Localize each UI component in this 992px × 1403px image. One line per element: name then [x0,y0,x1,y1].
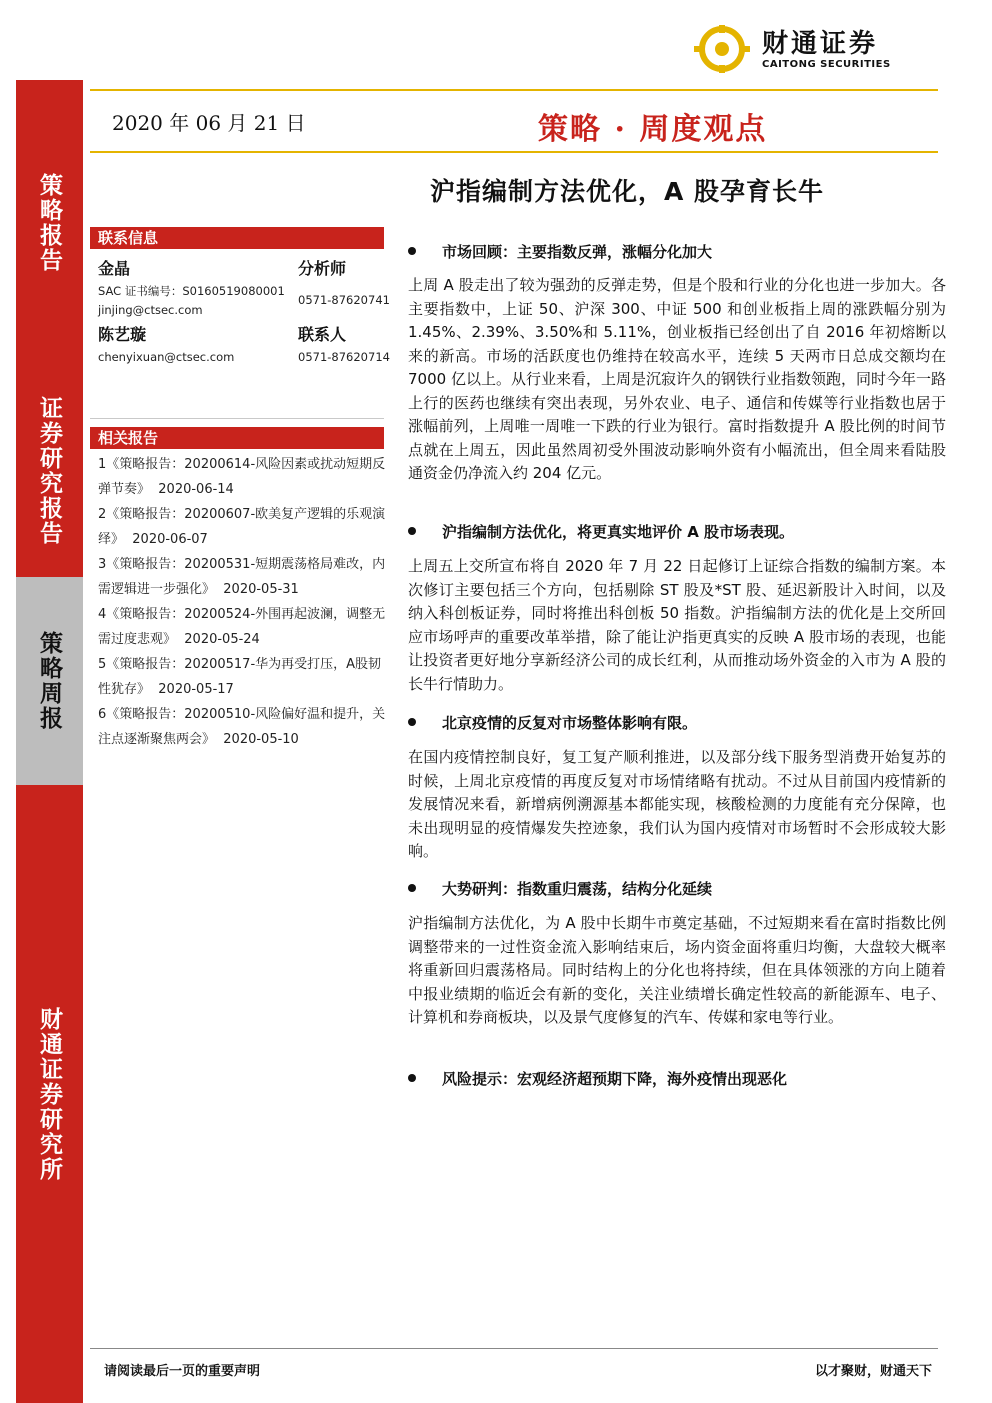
footer-disclaimer-note: 请阅读最后一页的重要声明 [104,1364,261,1379]
bullet-icon [408,527,416,535]
side-label-strategy-report [16,80,83,365]
related-report-item[interactable]: 6《策略报告：20200510-风险偏好温和提升，关注点逐渐聚焦两会》 2020-05-10 [98,707,386,747]
section-heading-market-review: 市场回顾：主要指数反弹，涨幅分化加大 [408,241,712,262]
side-label-text: 策略周报 [36,631,63,731]
section-text-beijing-epidemic: 在国内疫情控制良好，复工复产顺利推进，以及部分线下服务型消费开始复苏的时候，上周北京疫情的再度反复对市场情绪略有扰动。不过从目前国内疫情新的发展情况来看，新增病例溯源基本都能实现，核酸检测的力度能有充分保障，也未出现明显的疫情爆发失控迹象，我们认为国内疫情对市场暂时不会形成较大影响。 [408,748,946,860]
logo-name-en: CAITONG SECURITIES [762,58,891,70]
related-section-title: 相关报告 [90,427,384,449]
section-text-index-method: 上周五上交所宣布将自 2020 年 7 月 22 日起修订上证综合指数的编制方案。本次修订主要包括三个方向，包括剔除 ST 股及*ST 股、延迟新股计入时间，以及纳入科创板证券，同时将推出科创板 50 指数。沪指编制方法的优化是上交所回应市场呼声的重要改革举措，除了能让沪指更真实的反映 A 股市场的表现，也能让投资者更好地分享新经济公司的成长红利，从而推动场外资金的入市为 A 股的长牛行情助力。 [408,557,946,693]
analyst-email[interactable]: jinjing@ctsec.com [98,303,203,317]
header-bottom-rule [90,151,938,153]
contact-name: 陈艺璇 [98,325,147,344]
logo-name-cn: 财通证券 [762,28,879,59]
contact-phone: 0571-87620714 [298,350,390,364]
footer-rule [90,1348,938,1349]
contact-role: 联系人 [298,325,347,344]
header-top-rule [90,89,938,91]
analyst-role: 分析师 [298,259,347,278]
related-report-list [98,452,388,752]
analyst-phone: 0571-87620741 [298,293,390,307]
section-heading-trend-outlook: 大势研判：指数重归震荡，结构分化延续 [408,878,712,899]
side-label-institute [16,785,83,1403]
bullet-icon [408,884,416,892]
side-label-text: 财通证券研究所 [36,1006,63,1182]
side-label-text: 策略报告 [36,172,63,273]
report-date: 2020 年 06 月 21 日 [112,111,306,135]
side-label-weekly [16,577,83,785]
logo-emblem-icon [692,25,752,73]
section-heading-risk-warning: 风险提示：宏观经济超预期下降，海外疫情出现恶化 [408,1068,787,1089]
related-report-item[interactable]: 2《策略报告：20200607-欧美复产逻辑的乐观演绎》 2020-06-07 [98,507,386,547]
report-title: 沪指编制方法优化，A 股孕育长牛 [430,177,825,206]
related-report-item[interactable]: 4《策略报告：20200524-外围再起波澜，调整无需过度悲观》 2020-05-24 [98,607,386,647]
related-report-item[interactable]: 3《策略报告：20200531-短期震荡格局难改，内需逻辑进一步强化》 2020-05-31 [98,557,386,597]
section-text-market-review: 上周 A 股走出了较为强劲的反弹走势，但是个股和行业的分化也进一步加大。各主要指数中，上证 50、沪深 300、中证 500 和创业板指上周的涨跌幅分别为 1.45%、2.39%、3.50%和 5.11%，创业板指已经创出了自 2016 年初熔断以来的新高。市场的活跃度也仍维持在较高水平，连续 5 天两市日总成交额均在 7000 亿以上。从行业来看，上周是沉寂许久的钢铁行业指数领跑，同时今年一路上行的医药也继续有突出表现，另外农业、电子、通信和传媒等行业指数也居于涨幅前列，上周唯一周唯一下跌的行业为银行。富时指数提升 A 股比例的时间节点就在上周五，因此虽然周初受外围波动影响外资有小幅流出，但全周来看陆股通资金仍净流入约 204 亿元。 [408,276,946,482]
report-series: 策略 · 周度观点 [538,112,768,147]
divider [90,418,384,419]
bullet-icon [408,1074,416,1082]
bullet-icon [408,247,416,255]
analyst-name: 金晶 [98,259,131,278]
side-label-text: 证券研究报告 [36,396,63,546]
related-report-item[interactable]: 1《策略报告：20200614-风险因素或扰动短期反弹节奏》 2020-06-14 [98,457,386,497]
contact-section-title: 联系信息 [90,227,384,249]
section-text-trend-outlook: 沪指编制方法优化，为 A 股中长期牛市奠定基础，不过短期来看在富时指数比例调整带来的一过性资金流入影响结束后，场内资金面将重归均衡，大盘较大概率将重新回归震荡格局。同时结构上的分化也将持续，但在具体领涨的方向上随着中报业绩期的临近会有新的变化，关注业绩增长确定性较高的新能源车、电子、计算机和券商板块，以及景气度修复的汽车、传媒和家电等行业。 [408,914,946,1026]
related-report-item[interactable]: 5《策略报告：20200517-华为再受打压，A股韧性犹存》 2020-05-17 [98,657,382,697]
footer-slogan: 以才聚财，财通天下 [814,1364,932,1379]
section-heading-beijing-epidemic: 北京疫情的反复对市场整体影响有限。 [408,712,697,733]
company-logo [692,25,891,73]
side-label-securities-research [16,365,83,577]
contact-email[interactable]: chenyixuan@ctsec.com [98,350,235,364]
analyst-sac-number: SAC 证书编号：S0160519080001 [98,284,285,298]
section-heading-index-method: 沪指编制方法优化，将更真实地评价 A 股市场表现。 [408,521,794,542]
bullet-icon [408,718,416,726]
